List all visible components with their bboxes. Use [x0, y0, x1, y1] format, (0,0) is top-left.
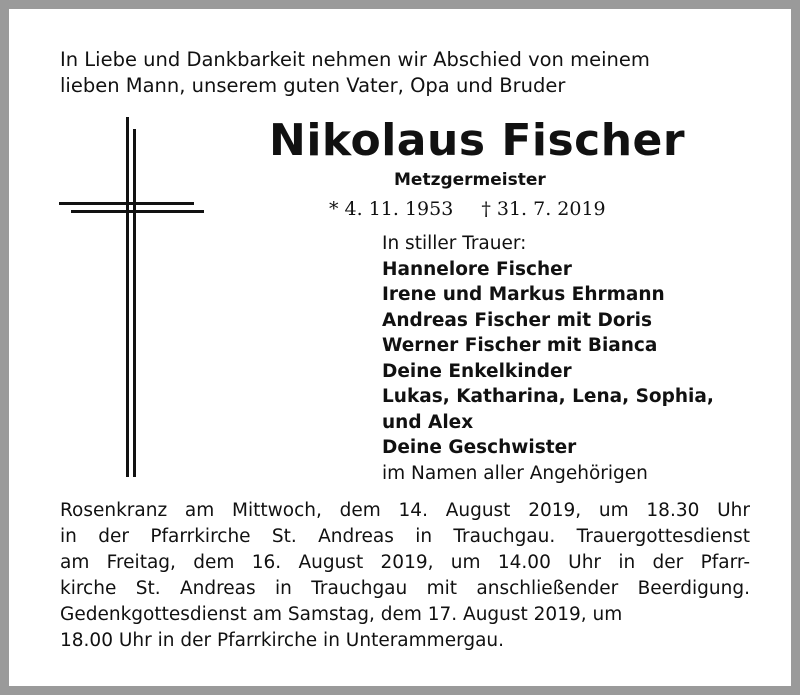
deceased-name: Nikolaus Fischer [269, 115, 686, 166]
life-dates [329, 196, 606, 222]
cross-horizontal-bar-bottom [71, 210, 204, 213]
birth-date: * 4. 11. 1953 [329, 198, 454, 220]
service-line: Gedenkgottesdienst am Samstag, dem 17. August 2019, um [60, 604, 623, 625]
mourners-list [382, 231, 714, 486]
service-line: Rosenkranz am Mittwoch, dem 14. August 2019, um 18.30 Uhr [60, 500, 750, 521]
service-line: kirche St. Andreas in Trauchgau mit anschließender Beerdigung. [60, 578, 750, 599]
service-paragraph-funeral [60, 498, 750, 602]
cross-vertical-bar-right [133, 129, 136, 477]
mourner-line: Lukas, Katharina, Lena, Sophia, [382, 386, 714, 407]
service-paragraph-memorial [60, 602, 750, 654]
mourners-closing: im Namen aller Angehörigen [382, 462, 648, 484]
cross-icon [59, 117, 209, 477]
service-line: am Freitag, dem 16. August 2019, um 14.00 Uhr in der Pfarr- [60, 552, 750, 573]
service-line: 18.00 Uhr in der Pfarrkirche in Unterammergau. [60, 630, 505, 651]
obituary-notice [9, 9, 791, 686]
deceased-profession: Metzgermeister [394, 170, 546, 190]
mourner-line: Deine Geschwister [382, 437, 577, 458]
intro-text [60, 47, 650, 99]
mourner-line: Irene und Markus Ehrmann [382, 284, 665, 305]
service-details [60, 498, 750, 654]
mourner-line: Hannelore Fischer [382, 258, 572, 280]
intro-line: lieben Mann, unserem guten Vater, Opa und Bruder [60, 74, 566, 97]
death-date: † 31. 7. 2019 [481, 198, 606, 220]
intro-line: In Liebe und Dankbarkeit nehmen wir Abschied von meinem [60, 48, 650, 71]
cross-vertical-bar-left [126, 117, 129, 477]
mourner-line: und Alex [382, 411, 474, 433]
mourner-line: Werner Fischer mit Bianca [382, 335, 658, 356]
mourner-line: Andreas Fischer mit Doris [382, 309, 653, 331]
mourners-heading: In stiller Trauer: [382, 233, 527, 254]
cross-horizontal-bar-top [59, 202, 194, 205]
mourner-line: Deine Enkelkinder [382, 360, 572, 382]
service-line: in der Pfarrkirche St. Andreas in Trauchgau. Trauergottesdienst [60, 526, 750, 547]
